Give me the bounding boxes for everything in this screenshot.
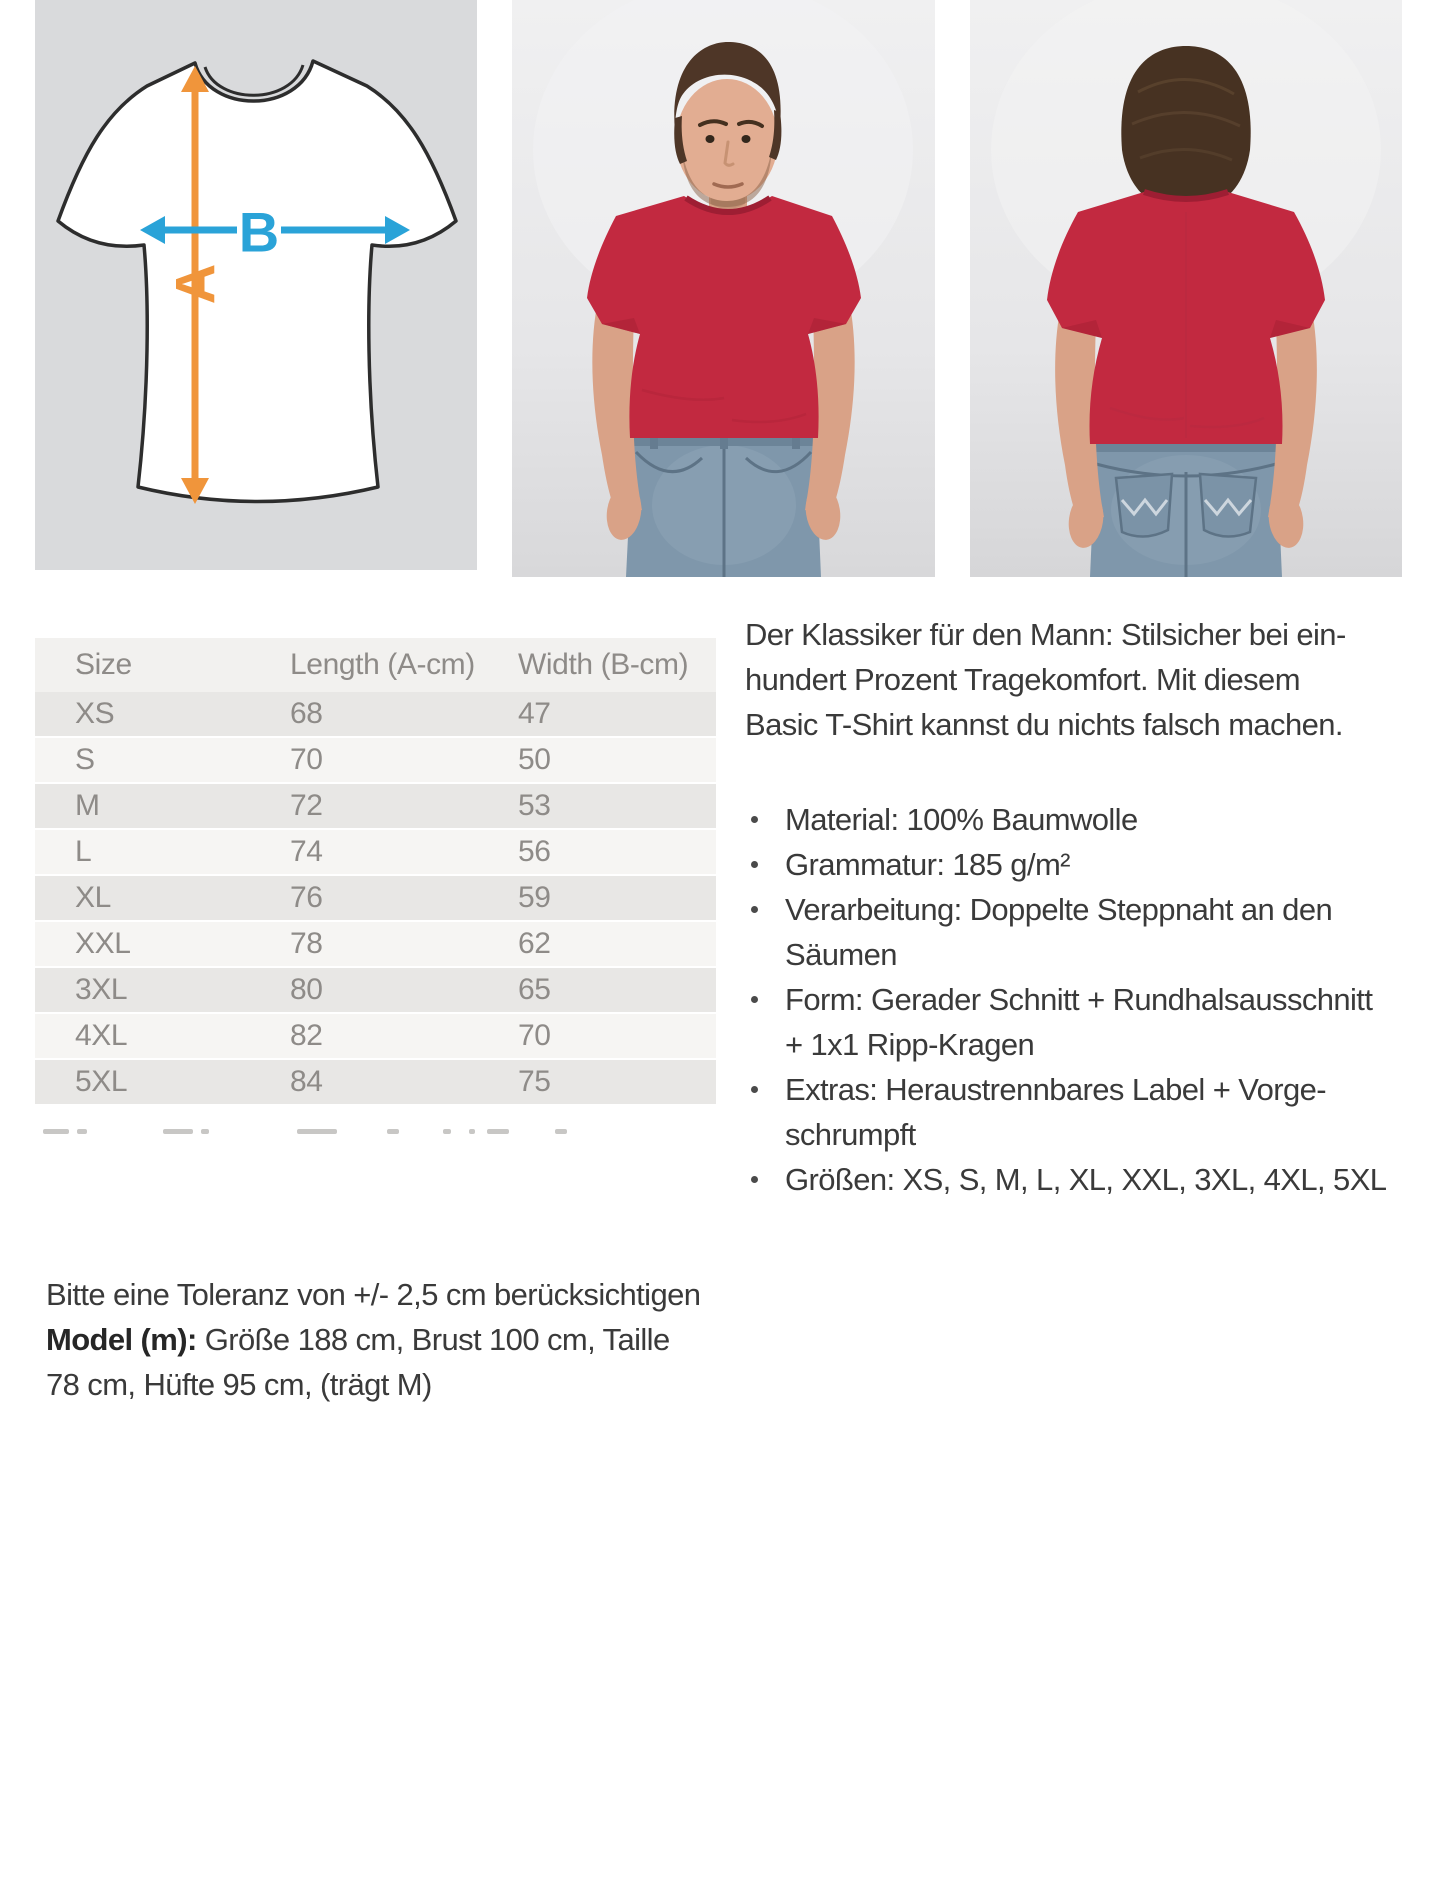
model-note-text: Größe 188 cm, Brust 100 cm, Taille [196, 1322, 670, 1357]
model-front-photo [512, 0, 935, 577]
table-row [35, 1060, 716, 1106]
model-note [46, 1317, 706, 1362]
feature-extras: Extras: Heraustrennbares Label + Vorge- schrumpft [785, 1072, 1326, 1152]
bullet-dot-icon [745, 887, 785, 977]
model-back-photo [970, 0, 1402, 577]
size-cell: 4XL [75, 1019, 128, 1052]
length-label: A [163, 263, 227, 305]
size-cell: 5XL [75, 1065, 128, 1098]
length-cell: 74 [290, 835, 323, 868]
col-header-size: Size [75, 648, 132, 681]
width-label: B [238, 200, 280, 264]
size-cell: XL [75, 881, 111, 914]
feature-groessen: Größen: XS, S, M, L, XL, XXL, 3XL, 4XL, 5XL [785, 1162, 1387, 1197]
size-cell: M [75, 789, 100, 822]
intro-line: Der Klassiker für den Mann: Stilsicher bei ein- [745, 617, 1346, 652]
list-item [745, 887, 1417, 977]
table-row [35, 692, 716, 738]
size-chart-table [35, 638, 716, 1106]
bullet-dot-icon [745, 977, 785, 1067]
width-cell: 65 [518, 973, 551, 1006]
length-cell: 76 [290, 881, 323, 914]
bullet-dot-icon [745, 842, 785, 887]
width-cell: 50 [518, 743, 551, 776]
table-header-row [35, 638, 716, 692]
table-row [35, 784, 716, 830]
cutoff-row-remnant [35, 1128, 716, 1138]
width-cell: 70 [518, 1019, 551, 1052]
size-cell: XXL [75, 927, 131, 960]
width-cell: 59 [518, 881, 551, 914]
width-cell: 47 [518, 697, 551, 730]
list-item [745, 842, 1417, 887]
length-cell: 68 [290, 697, 323, 730]
size-cell: XS [75, 697, 115, 730]
width-cell: 62 [518, 927, 551, 960]
table-row [35, 738, 716, 784]
table-row [35, 1014, 716, 1060]
length-cell: 70 [290, 743, 323, 776]
table-row [35, 830, 716, 876]
list-item [745, 797, 1417, 842]
length-cell: 80 [290, 973, 323, 1006]
feature-grammatur: Grammatur: 185 g/m² [785, 847, 1070, 882]
bullet-dot-icon [745, 1157, 785, 1202]
size-diagram[interactable] [35, 0, 477, 570]
model-note-label: Model (m): [46, 1322, 197, 1357]
intro-line: Basic T-Shirt kannst du nichts falsch machen. [745, 707, 1343, 742]
tshirt-measurement-diagram-icon [35, 0, 477, 570]
bullet-dot-icon [745, 797, 785, 842]
size-cell: L [75, 835, 92, 868]
col-header-width: Width (B-cm) [518, 648, 689, 681]
size-cell: S [75, 743, 95, 776]
table-row [35, 922, 716, 968]
width-cell: 56 [518, 835, 551, 868]
feature-form: Form: Gerader Schnitt + Rundhalsausschnitt + 1x1 Ripp-Kragen [785, 982, 1373, 1062]
feature-material: Material: 100% Baumwolle [785, 802, 1138, 837]
measurement-notes [46, 1272, 706, 1407]
list-item [745, 977, 1417, 1067]
length-cell: 72 [290, 789, 323, 822]
list-item [745, 1157, 1417, 1202]
length-cell: 84 [290, 1065, 323, 1098]
description-intro [745, 612, 1417, 747]
width-cell: 75 [518, 1065, 551, 1098]
feature-list [745, 797, 1417, 1202]
col-header-length: Length (A-cm) [290, 648, 475, 681]
bullet-dot-icon [745, 1067, 785, 1157]
product-image-back[interactable] [970, 0, 1402, 577]
list-item [745, 1067, 1417, 1157]
product-description [745, 612, 1417, 1202]
size-cell: 3XL [75, 973, 128, 1006]
feature-verarbeitung: Verarbeitung: Doppelte Steppnaht an den Säumen [785, 892, 1333, 972]
intro-line: hundert Prozent Tragekomfort. Mit diesem [745, 662, 1300, 697]
table-row [35, 876, 716, 922]
table-row [35, 968, 716, 1014]
product-image-front[interactable] [512, 0, 935, 577]
tolerance-note: Bitte eine Toleranz von +/- 2,5 cm berücksichtigen [46, 1277, 701, 1312]
width-cell: 53 [518, 789, 551, 822]
length-cell: 82 [290, 1019, 323, 1052]
model-note-line2: 78 cm, Hüfte 95 cm, (trägt M) [46, 1367, 432, 1402]
length-cell: 78 [290, 927, 323, 960]
